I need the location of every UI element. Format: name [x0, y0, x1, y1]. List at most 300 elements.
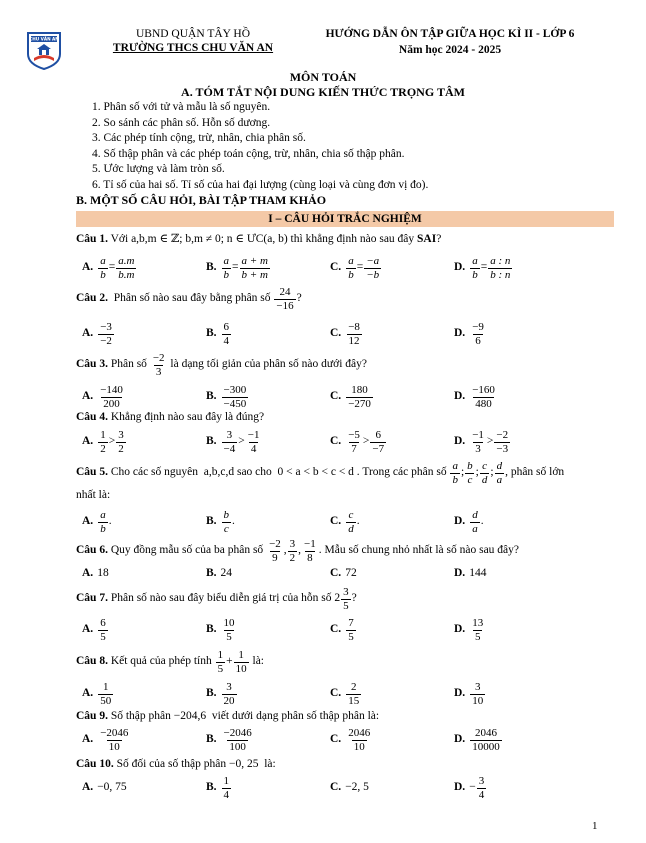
question-number: Câu 1. — [76, 233, 108, 245]
fraction — [302, 538, 318, 565]
question-2 — [76, 284, 302, 314]
numerator: 6 — [100, 616, 106, 629]
fraction — [480, 460, 490, 487]
option-label: C. — [330, 390, 342, 403]
fraction — [98, 429, 108, 456]
numerator: 3 — [343, 585, 349, 598]
denominator: −450 — [223, 397, 247, 410]
fraction — [222, 509, 232, 536]
option-label: C. — [330, 327, 342, 340]
header-title — [290, 28, 610, 58]
separator: ; — [475, 466, 479, 479]
numerator: 10 — [223, 616, 235, 629]
fraction — [494, 429, 510, 456]
numerator: c — [482, 459, 488, 472]
numerator: −2 — [152, 351, 165, 364]
option-label: A. — [82, 515, 94, 528]
fraction — [116, 255, 136, 282]
denominator: a — [472, 522, 478, 535]
fraction — [267, 538, 283, 565]
question-4-options — [76, 426, 616, 458]
numerator: a + m — [241, 254, 268, 267]
denominator: −2 — [100, 334, 112, 347]
option-d[interactable] — [454, 381, 498, 413]
numerator: d — [496, 459, 503, 472]
numerator: a : n — [490, 254, 511, 267]
denominator: b — [223, 268, 230, 281]
option-label: A. — [82, 781, 94, 794]
option-d[interactable] — [454, 506, 484, 538]
denominator: 100 — [229, 740, 246, 753]
fraction — [116, 429, 126, 456]
denominator: 5 — [100, 630, 106, 643]
question-5 — [76, 458, 564, 488]
option-label: C. — [330, 261, 342, 274]
option-a[interactable] — [82, 318, 115, 350]
section-b-heading: B. MỘT SỐ CÂU HỎI, BÀI TẬP THAM KHẢO — [76, 193, 327, 207]
fraction — [470, 617, 485, 644]
option-b[interactable] — [206, 252, 271, 284]
numerator: −160 — [472, 383, 495, 396]
fraction — [98, 727, 130, 754]
numerator: −2046 — [100, 726, 129, 739]
list-item: 3. Các phép tính cộng, trừ, nhân, chia phân số. — [92, 132, 306, 145]
denominator: −7 — [372, 442, 385, 455]
numerator: 180 — [351, 383, 368, 396]
denominator: 480 — [475, 397, 492, 410]
numerator: −a — [366, 254, 380, 267]
denominator: 2 — [100, 442, 106, 455]
option-label: B. — [206, 567, 217, 580]
denominator: 5 — [348, 630, 354, 643]
denominator: 15 — [348, 694, 360, 707]
school-year: Năm học 2024 - 2025 — [398, 43, 502, 56]
option-a[interactable] — [82, 724, 131, 756]
option-a[interactable] — [82, 772, 127, 804]
question-end: ? — [436, 233, 442, 245]
option-c[interactable] — [330, 506, 360, 538]
fraction — [98, 681, 113, 708]
list-item: 2. So sánh các phân số. Hỗn số dương. — [92, 116, 271, 129]
numerator: 3 — [478, 774, 485, 787]
question-number: Câu 2. — [76, 292, 108, 305]
school-logo — [24, 30, 64, 70]
fraction-group — [449, 460, 505, 487]
fraction — [341, 586, 351, 613]
question-6-options — [76, 566, 616, 582]
option-label: C. — [330, 435, 342, 448]
denominator: 200 — [103, 397, 120, 410]
list-item: 1. Phân số với tử và mẫu là số nguyên. — [92, 101, 271, 113]
option-label: D. — [454, 733, 466, 746]
denominator: 20 — [223, 694, 235, 707]
numerator: −2 — [269, 537, 281, 550]
fraction — [470, 384, 497, 411]
option-a[interactable] — [82, 426, 127, 458]
fraction — [222, 321, 232, 348]
fraction — [222, 727, 254, 754]
option-label: A. — [82, 435, 94, 448]
option-label: A. — [82, 390, 94, 403]
option-value: 144 — [469, 567, 487, 580]
header-organization — [98, 28, 288, 56]
option-label: B. — [206, 261, 217, 274]
numerator: 2046 — [348, 726, 371, 739]
option-a[interactable] — [82, 252, 137, 284]
numerator: 3 — [226, 680, 232, 693]
denominator: 2 — [289, 551, 296, 564]
question-4 — [76, 411, 264, 425]
page-number: 1 — [592, 820, 598, 832]
equals-sign: = — [356, 261, 364, 274]
denominator: −16 — [276, 299, 294, 312]
denominator: b — [452, 473, 458, 486]
numerator: 3 — [474, 680, 481, 693]
option-d[interactable] — [454, 566, 486, 582]
equals-sign: = — [232, 261, 239, 274]
option-label: B. — [206, 435, 217, 448]
question-1 — [76, 233, 441, 247]
fraction — [274, 286, 295, 313]
numerator: −2 — [496, 428, 509, 441]
fraction — [98, 321, 114, 348]
option-d[interactable] — [454, 678, 486, 710]
option-c[interactable] — [330, 381, 374, 413]
denominator: 10 — [353, 740, 365, 753]
greater-than-sign: > — [362, 435, 370, 448]
numerator: 1 — [217, 648, 224, 661]
subject-title: MÔN TOÁN — [289, 70, 357, 84]
fraction — [470, 429, 486, 456]
section-banner: I – CÂU HỎI TRẮC NGHIỆM — [76, 211, 614, 227]
option-a[interactable] — [82, 566, 109, 582]
numerator: 7 — [348, 616, 354, 629]
question-2-options — [76, 318, 616, 350]
fraction — [346, 509, 356, 536]
option-c[interactable] — [330, 426, 387, 458]
fraction — [222, 681, 237, 708]
option-b[interactable] — [206, 678, 238, 710]
option-b[interactable] — [206, 724, 255, 756]
numerator: −9 — [472, 320, 484, 333]
fraction — [450, 460, 460, 487]
fraction — [222, 384, 249, 411]
period: . — [108, 515, 112, 528]
fraction — [477, 775, 487, 802]
question-text: Phân số nào sau đây biểu diễn giá trị của hỗn số — [107, 592, 335, 605]
option-value: 72 — [345, 567, 357, 580]
fraction — [240, 255, 270, 282]
denominator: b + m — [241, 268, 268, 281]
denominator: 4 — [250, 442, 257, 455]
denominator: b.m — [118, 268, 135, 281]
list-item: 6. Tỉ số của hai số. Tỉ số của hai đại lượng (cùng loại và cùng đơn vị đo). — [92, 178, 429, 191]
option-d[interactable] — [454, 614, 486, 646]
numerator: a — [223, 254, 230, 267]
option-label: D. — [454, 390, 466, 403]
question-3-options — [76, 381, 616, 413]
option-c[interactable] — [330, 566, 357, 582]
option-c[interactable] — [330, 318, 363, 350]
option-c[interactable] — [330, 772, 369, 804]
option-b[interactable] — [206, 614, 238, 646]
fraction — [98, 255, 108, 282]
question-number: Câu 7. — [76, 592, 108, 605]
denominator: 10 — [235, 662, 247, 675]
option-a[interactable] — [82, 678, 114, 710]
option-label: D. — [454, 687, 466, 700]
denominator: b — [100, 522, 106, 535]
separator: , — [283, 544, 287, 557]
fraction — [98, 509, 108, 536]
question-8 — [76, 647, 264, 677]
question-end: . Mẫu số chung nhỏ nhất là số nào sau đây? — [318, 544, 520, 557]
denominator: 5 — [217, 662, 224, 675]
question-text: Kết quả của phép tính — [107, 655, 215, 668]
option-label: D. — [454, 327, 466, 340]
fraction — [151, 352, 167, 379]
question-1-options — [76, 252, 616, 284]
mixed-whole: 2 — [334, 592, 341, 605]
numerator: 2 — [350, 680, 357, 693]
option-label: B. — [206, 390, 217, 403]
fraction — [216, 649, 226, 676]
question-9-options — [76, 724, 616, 756]
option-label: D. — [454, 515, 466, 528]
numerator: −300 — [223, 383, 247, 396]
option-label: A. — [82, 733, 94, 746]
question-number: Câu 5. — [76, 466, 108, 479]
question-number: Câu 4. — [76, 411, 108, 423]
numerator: 1 — [238, 648, 244, 661]
fraction — [222, 617, 237, 644]
denominator: 3 — [155, 365, 162, 378]
question-7-options — [76, 614, 616, 646]
option-label: A. — [82, 687, 94, 700]
option-value: 24 — [220, 567, 233, 580]
equals-sign: = — [108, 261, 116, 274]
option-label: A. — [82, 327, 94, 340]
option-label: B. — [206, 327, 217, 340]
numerator: 1 — [102, 680, 109, 693]
question-end: ? — [296, 292, 302, 305]
option-label: D. — [454, 567, 466, 580]
option-d[interactable] — [454, 318, 487, 350]
denominator: −4 — [223, 442, 236, 455]
option-label: D. — [454, 623, 466, 636]
question-10 — [76, 758, 276, 772]
numerator: c — [348, 508, 354, 521]
option-label: C. — [330, 687, 342, 700]
fraction — [495, 460, 505, 487]
denominator: 5 — [226, 630, 232, 643]
option-value: 18 — [97, 567, 109, 580]
question-end: , phân số lớn — [505, 466, 565, 479]
option-d[interactable] — [454, 426, 511, 458]
option-b[interactable] — [206, 381, 249, 413]
numerator: 6 — [223, 320, 230, 333]
fraction — [346, 321, 362, 348]
greater-than-sign: > — [486, 435, 494, 448]
numerator: −2046 — [223, 726, 252, 739]
option-label: D. — [454, 435, 466, 448]
emphasis-word: SAI — [417, 233, 437, 245]
denominator: 4 — [223, 334, 230, 347]
fraction — [470, 681, 485, 708]
fraction — [222, 429, 238, 456]
question-3 — [76, 350, 367, 380]
denominator: 2 — [118, 442, 124, 455]
plus-sign: + — [226, 655, 233, 668]
fraction — [222, 775, 232, 802]
denominator: 10000 — [472, 740, 500, 753]
numerator: 3 — [226, 428, 233, 441]
numerator: d — [472, 508, 478, 521]
question-8-options — [76, 678, 616, 710]
option-label: B. — [206, 687, 217, 700]
numerator: 6 — [375, 428, 382, 441]
option-d[interactable] — [454, 724, 503, 756]
option-label: A. — [82, 261, 94, 274]
option-a[interactable] — [82, 506, 112, 538]
separator: ; — [490, 466, 494, 479]
separator: , — [298, 544, 302, 557]
denominator: b : n — [490, 268, 511, 281]
fraction — [346, 429, 362, 456]
denominator: 12 — [348, 334, 360, 347]
option-a[interactable] — [82, 614, 109, 646]
numerator: 1 — [100, 428, 106, 441]
denominator: 6 — [475, 334, 481, 347]
district-name: UBND QUẬN TÂY HỒ — [135, 28, 251, 40]
denominator: −3 — [496, 442, 509, 455]
question-10-options — [76, 772, 616, 804]
question-number: Câu 6. — [76, 544, 108, 557]
numerator: −1 — [472, 428, 484, 441]
option-d[interactable] — [454, 772, 487, 804]
denominator: 4 — [223, 788, 230, 801]
denominator: 10 — [472, 694, 484, 707]
denominator: 5 — [343, 599, 349, 612]
numerator: b — [467, 459, 473, 472]
denominator: 10 — [108, 740, 120, 753]
denominator: 7 — [351, 442, 357, 455]
numerator: a — [100, 254, 106, 267]
option-b[interactable] — [206, 566, 232, 582]
option-label: C. — [330, 781, 342, 794]
option-c[interactable] — [330, 614, 357, 646]
denominator: c — [223, 522, 229, 535]
denominator: b — [472, 268, 478, 281]
period: . — [356, 515, 360, 528]
option-label: A. — [82, 623, 94, 636]
fraction — [346, 681, 361, 708]
section-a-heading: A. TÓM TẮT NỘI DUNG KIẾN THỨC TRỌNG TÂM — [181, 85, 465, 99]
separator: ; — [460, 466, 465, 479]
question-5-options — [76, 506, 616, 538]
fraction — [470, 727, 502, 754]
option-b[interactable] — [206, 426, 262, 458]
greater-than-sign: > — [238, 435, 245, 448]
numerator: a — [472, 254, 478, 267]
denominator: 4 — [478, 788, 485, 801]
fraction — [364, 255, 381, 282]
greater-than-sign: > — [108, 435, 116, 448]
question-text: Phân số nào sau đây bằng phân số — [107, 292, 274, 305]
fraction — [465, 460, 475, 487]
question-number: Câu 8. — [76, 655, 108, 668]
numerator: 24 — [279, 285, 291, 298]
fraction — [470, 321, 486, 348]
denominator: −270 — [348, 397, 371, 410]
denominator: c — [467, 473, 473, 486]
document-title: HƯỚNG DẪN ÔN TẬP GIỮA HỌC KÌ II - LỚP 6 — [325, 28, 575, 40]
question-6 — [76, 536, 519, 566]
fraction — [98, 617, 108, 644]
question-text: Quy đồng mẫu số của ba phân số — [107, 544, 267, 557]
option-d[interactable] — [454, 252, 513, 284]
question-number: Câu 3. — [76, 358, 108, 371]
question-9 — [76, 710, 379, 724]
question-text: Phân số — [107, 358, 150, 371]
numerator: 13 — [472, 616, 484, 629]
fraction-group — [266, 538, 319, 565]
question-end: là: — [249, 655, 264, 668]
fraction — [488, 255, 512, 282]
question-5-continued: nhất là: — [76, 489, 111, 501]
option-b[interactable] — [206, 506, 235, 538]
denominator: b — [100, 268, 106, 281]
question-number: Câu 9. — [76, 710, 108, 722]
option-c[interactable] — [330, 252, 382, 284]
question-text: Số thập phân −204,6 viết dưới dạng phân số thập phân là: — [107, 710, 380, 722]
denominator: −b — [366, 268, 380, 281]
question-end: ? — [351, 592, 357, 605]
svg-text:CHU VĂN AN: CHU VĂN AN — [29, 36, 59, 42]
numerator: −140 — [100, 383, 123, 396]
numerator: 2046 — [474, 726, 497, 739]
option-label: C. — [330, 567, 342, 580]
option-b[interactable] — [206, 318, 232, 350]
question-end: là dạng tối giản của phân số nào dưới đây? — [167, 358, 367, 371]
list-item: 5. Ước lượng và làm tròn số. — [92, 163, 225, 176]
fraction — [98, 384, 125, 411]
option-c[interactable] — [330, 678, 362, 710]
denominator: b — [348, 268, 354, 281]
numerator: a — [452, 459, 458, 472]
denominator: 5 — [474, 630, 481, 643]
option-a[interactable] — [82, 381, 126, 413]
denominator: 50 — [100, 694, 112, 707]
option-b[interactable] — [206, 772, 232, 804]
option-label: C. — [330, 623, 342, 636]
numerator: −3 — [100, 320, 112, 333]
option-label: C. — [330, 515, 342, 528]
question-text: Số đối của số thập phân −0, 25 là: — [113, 758, 276, 770]
numerator: 3 — [118, 428, 124, 441]
option-value: −2, 5 — [345, 781, 369, 794]
option-label: B. — [206, 515, 217, 528]
numerator: a — [348, 254, 354, 267]
denominator: 8 — [307, 551, 313, 564]
option-c[interactable] — [330, 724, 373, 756]
numerator: −5 — [348, 428, 360, 441]
fraction — [234, 649, 249, 676]
option-label: D. — [454, 261, 466, 274]
topic-list — [92, 101, 428, 195]
fraction — [288, 538, 298, 565]
numerator: −8 — [348, 320, 360, 333]
